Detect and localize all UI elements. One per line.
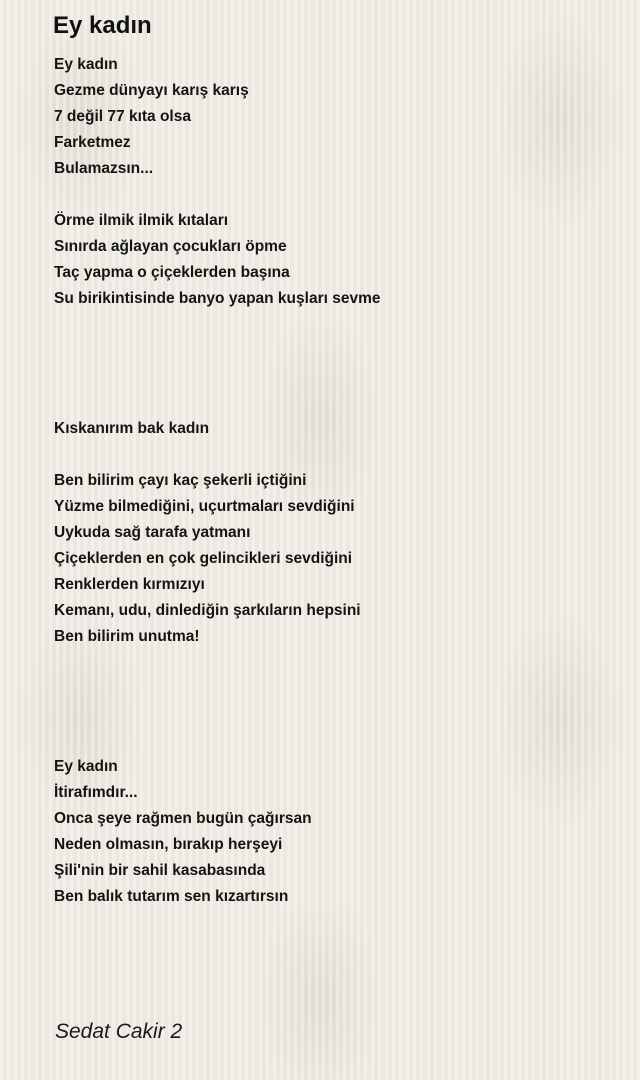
stanza-3 xyxy=(54,416,614,442)
poem-line: Ey kadın xyxy=(54,56,118,73)
poem-line: Ben bilirim unutma! xyxy=(54,628,200,645)
poem-line: Renklerden kırmızıyı xyxy=(54,576,205,593)
poem-line: Şili'nin bir sahil kasabasında xyxy=(54,862,266,879)
poem-line: Onca şeye rağmen bugün çağırsan xyxy=(54,810,312,827)
stanza-spacer xyxy=(54,442,614,468)
poem-line: Uykuda sağ tarafa yatmanı xyxy=(54,524,251,541)
stanza-spacer xyxy=(54,650,614,754)
poem-line: Neden olmasın, bırakıp herşeyi xyxy=(54,836,283,853)
poem-line: Çiçeklerden en çok gelincikleri sevdiğini xyxy=(54,550,353,567)
poem-line: Farketmez xyxy=(54,134,131,151)
stanza-1 xyxy=(54,52,614,182)
stanza-spacer xyxy=(54,182,614,208)
poem-line: Gezme dünyayı karış karış xyxy=(54,82,249,99)
poem-title: Ey kadın xyxy=(53,12,152,39)
author-signature: Sedat Cakir 2 xyxy=(55,1020,183,1043)
poem-line: Yüzme bilmediğini, uçurtmaları sevdiğini xyxy=(54,498,355,515)
poem-line: Ey kadın xyxy=(54,758,118,775)
poem-line: Taç yapma o çiçeklerden başına xyxy=(54,264,290,281)
poem-line: İtirafımdır... xyxy=(54,784,138,801)
stanza-spacer xyxy=(54,312,614,416)
poem-line: 7 değil 77 kıta olsa xyxy=(54,108,191,125)
poem-line: Örme ilmik ilmik kıtaları xyxy=(54,212,229,229)
poem-line: Kıskanırım bak kadın xyxy=(54,420,210,437)
stanza-4 xyxy=(54,468,614,650)
poem-body xyxy=(54,52,614,910)
stanza-5 xyxy=(54,754,614,910)
poem-line: Ben bilirim çayı kaç şekerli içtiğini xyxy=(54,472,307,489)
poem-line: Ben balık tutarım sen kızartırsın xyxy=(54,888,289,905)
poem-line: Kemanı, udu, dinlediğin şarkıların hepsini xyxy=(54,602,361,619)
stanza-2 xyxy=(54,208,614,312)
poem-line: Bulamazsın... xyxy=(54,160,154,177)
poem-line: Sınırda ağlayan çocukları öpme xyxy=(54,238,287,255)
poem-line: Su birikintisinde banyo yapan kuşları sevme xyxy=(54,290,381,307)
